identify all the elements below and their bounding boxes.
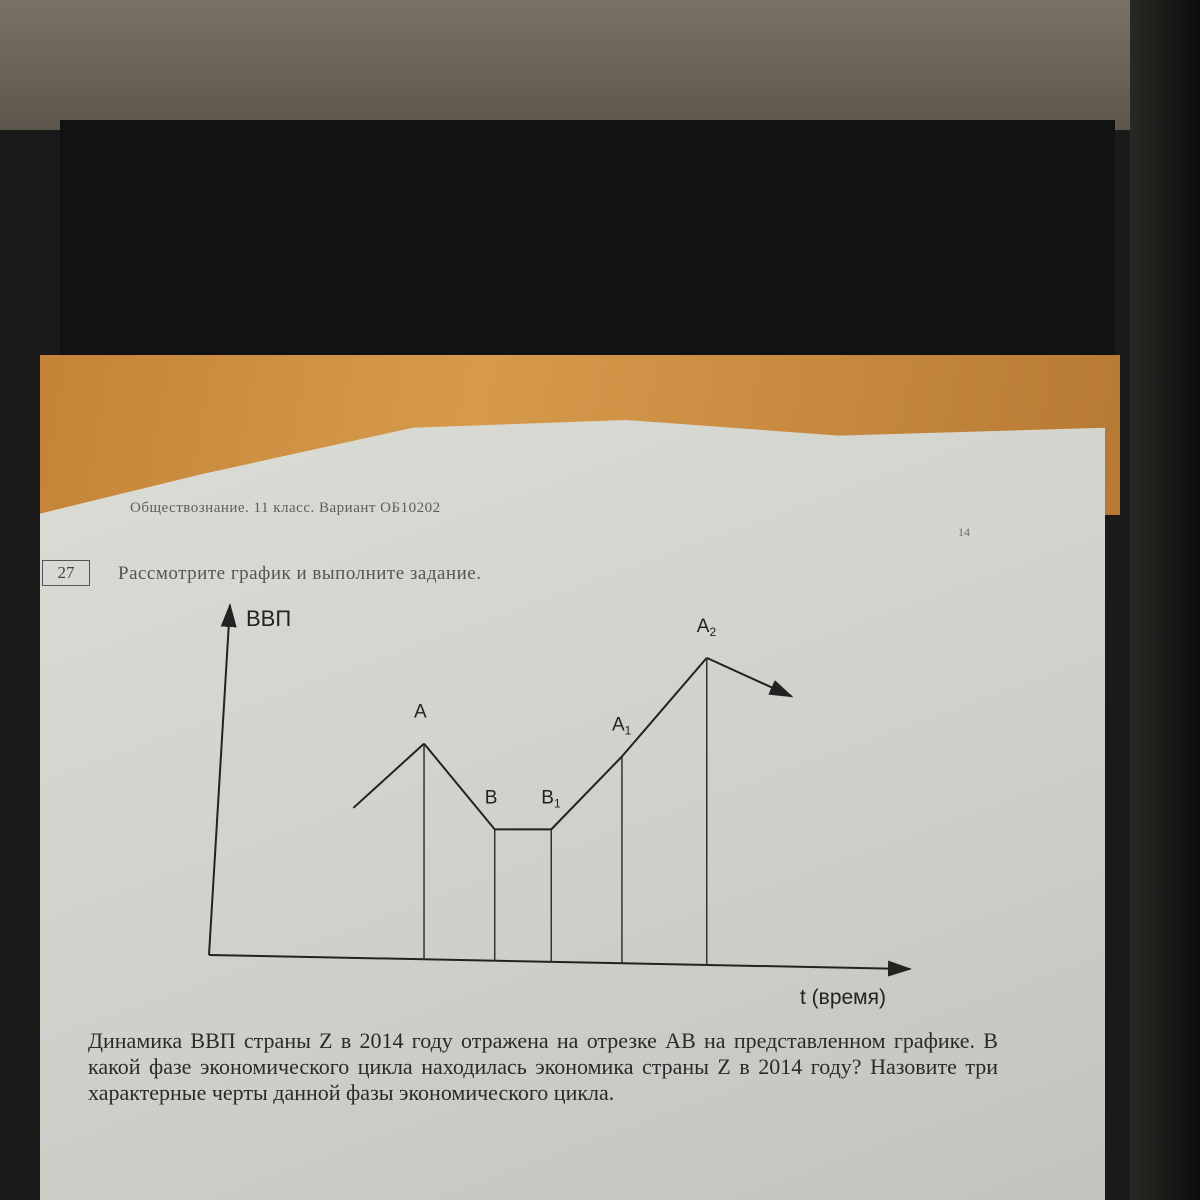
gdp-line-segment [353,744,424,808]
gdp-line-segment [622,658,707,757]
x-axis [209,955,910,969]
question-text: Динамика ВВП страны Z в 2014 году отражена на отрезке АВ на представленном графике. В какой фазе экономического цикла находилась экономика страны Z в 2014 году? Назовите три характерные черты данной фазы экономического цикла. [88,1028,998,1105]
y-axis-label: ВВП [246,606,292,631]
task-instruction: Рассмотрите график и выполните задание. [118,563,482,584]
point-label-b: B [484,787,498,809]
point-label-a: A [414,701,427,723]
page-number: 14 [958,525,970,539]
point-label-a1: $A_1$ [611,714,632,738]
gdp-line-segment [707,658,792,697]
task-number: 27 [42,560,90,586]
page-header: Обществознание. 11 класс. Вариант ОБ10202 [130,500,441,516]
x-axis-label: t (время) [800,986,886,1009]
point-label-a2: $A_2$ [696,615,717,639]
y-axis [209,605,230,955]
point-label-b1: $B_1$ [541,787,561,811]
gdp-line-segment [551,756,622,829]
